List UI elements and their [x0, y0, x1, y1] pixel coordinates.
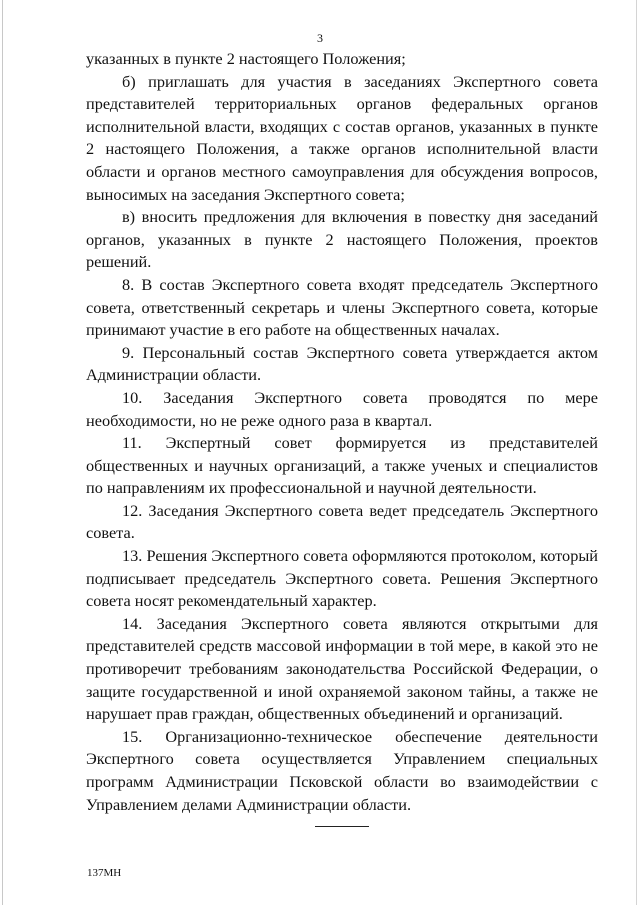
paragraph: 11. Экспертный совет формируется из представителей общественных и научных организаций, а также ученых и специалистов по направлениям их профессиональной и научной деятельности.	[86, 433, 598, 498]
document-body	[86, 48, 598, 816]
paragraph: 15. Организационно-техническое обеспечение деятельности Экспертного совета осуществляется Управлением специальных программ Администрации Псковской области во взаимодействии с Управлением делами Администрации области.	[86, 726, 598, 814]
paragraph: б) приглашать для участия в заседаниях Экспертного совета представителей территориальных органов федеральных органов исполнительной власти, входящих с состав органов, указанных в пункте 2 настоящего Положения, а также органов исполнительной власти области и органов местного самоуправления для обсуждения вопросов, выносимых на заседания Экспертного совета;	[86, 71, 598, 204]
paragraph: указанных в пункте 2 настоящего Положения;	[86, 49, 406, 68]
paragraph: в) вносить предложения для включения в повестку дня заседаний органов, указанных в пункте 2 настоящего Положения, проектов решений.	[86, 207, 598, 272]
document-code: 137МН	[87, 867, 122, 879]
paragraph: 12. Заседания Экспертного совета ведет председатель Экспертного совета.	[86, 500, 598, 543]
paragraph: 13. Решения Экспертного совета оформляются протоколом, который подписывает председатель Экспертного совета. Решения Экспертного совета носят рекомендательный характер.	[86, 546, 598, 611]
end-rule	[315, 826, 369, 827]
paragraph: 14. Заседания Экспертного совета являются открытыми для представителей средств массовой информации в той мере, в какой это не противоречит требованиям законодательства Российской Федерации, о защите государственной и иной охраняемой законом тайны, а также не нарушает прав граждан, общественных объединений и организаций.	[86, 613, 598, 724]
paragraph: 9. Персональный состав Экспертного совета утверждается актом Администрации области.	[86, 342, 598, 385]
paragraph: 8. В состав Экспертного совета входят председатель Экспертного совета, ответственный секретарь и члены Экспертного совета, которые принимают участие в его работе на общественных началах.	[86, 274, 598, 340]
scan-edge-left	[2, 0, 3, 905]
page-number: 3	[317, 31, 323, 45]
paragraph: 10. Заседания Экспертного совета проводятся по мере необходимости, но не реже одного раза в квартал.	[86, 387, 598, 430]
scan-edge-right	[636, 0, 637, 905]
